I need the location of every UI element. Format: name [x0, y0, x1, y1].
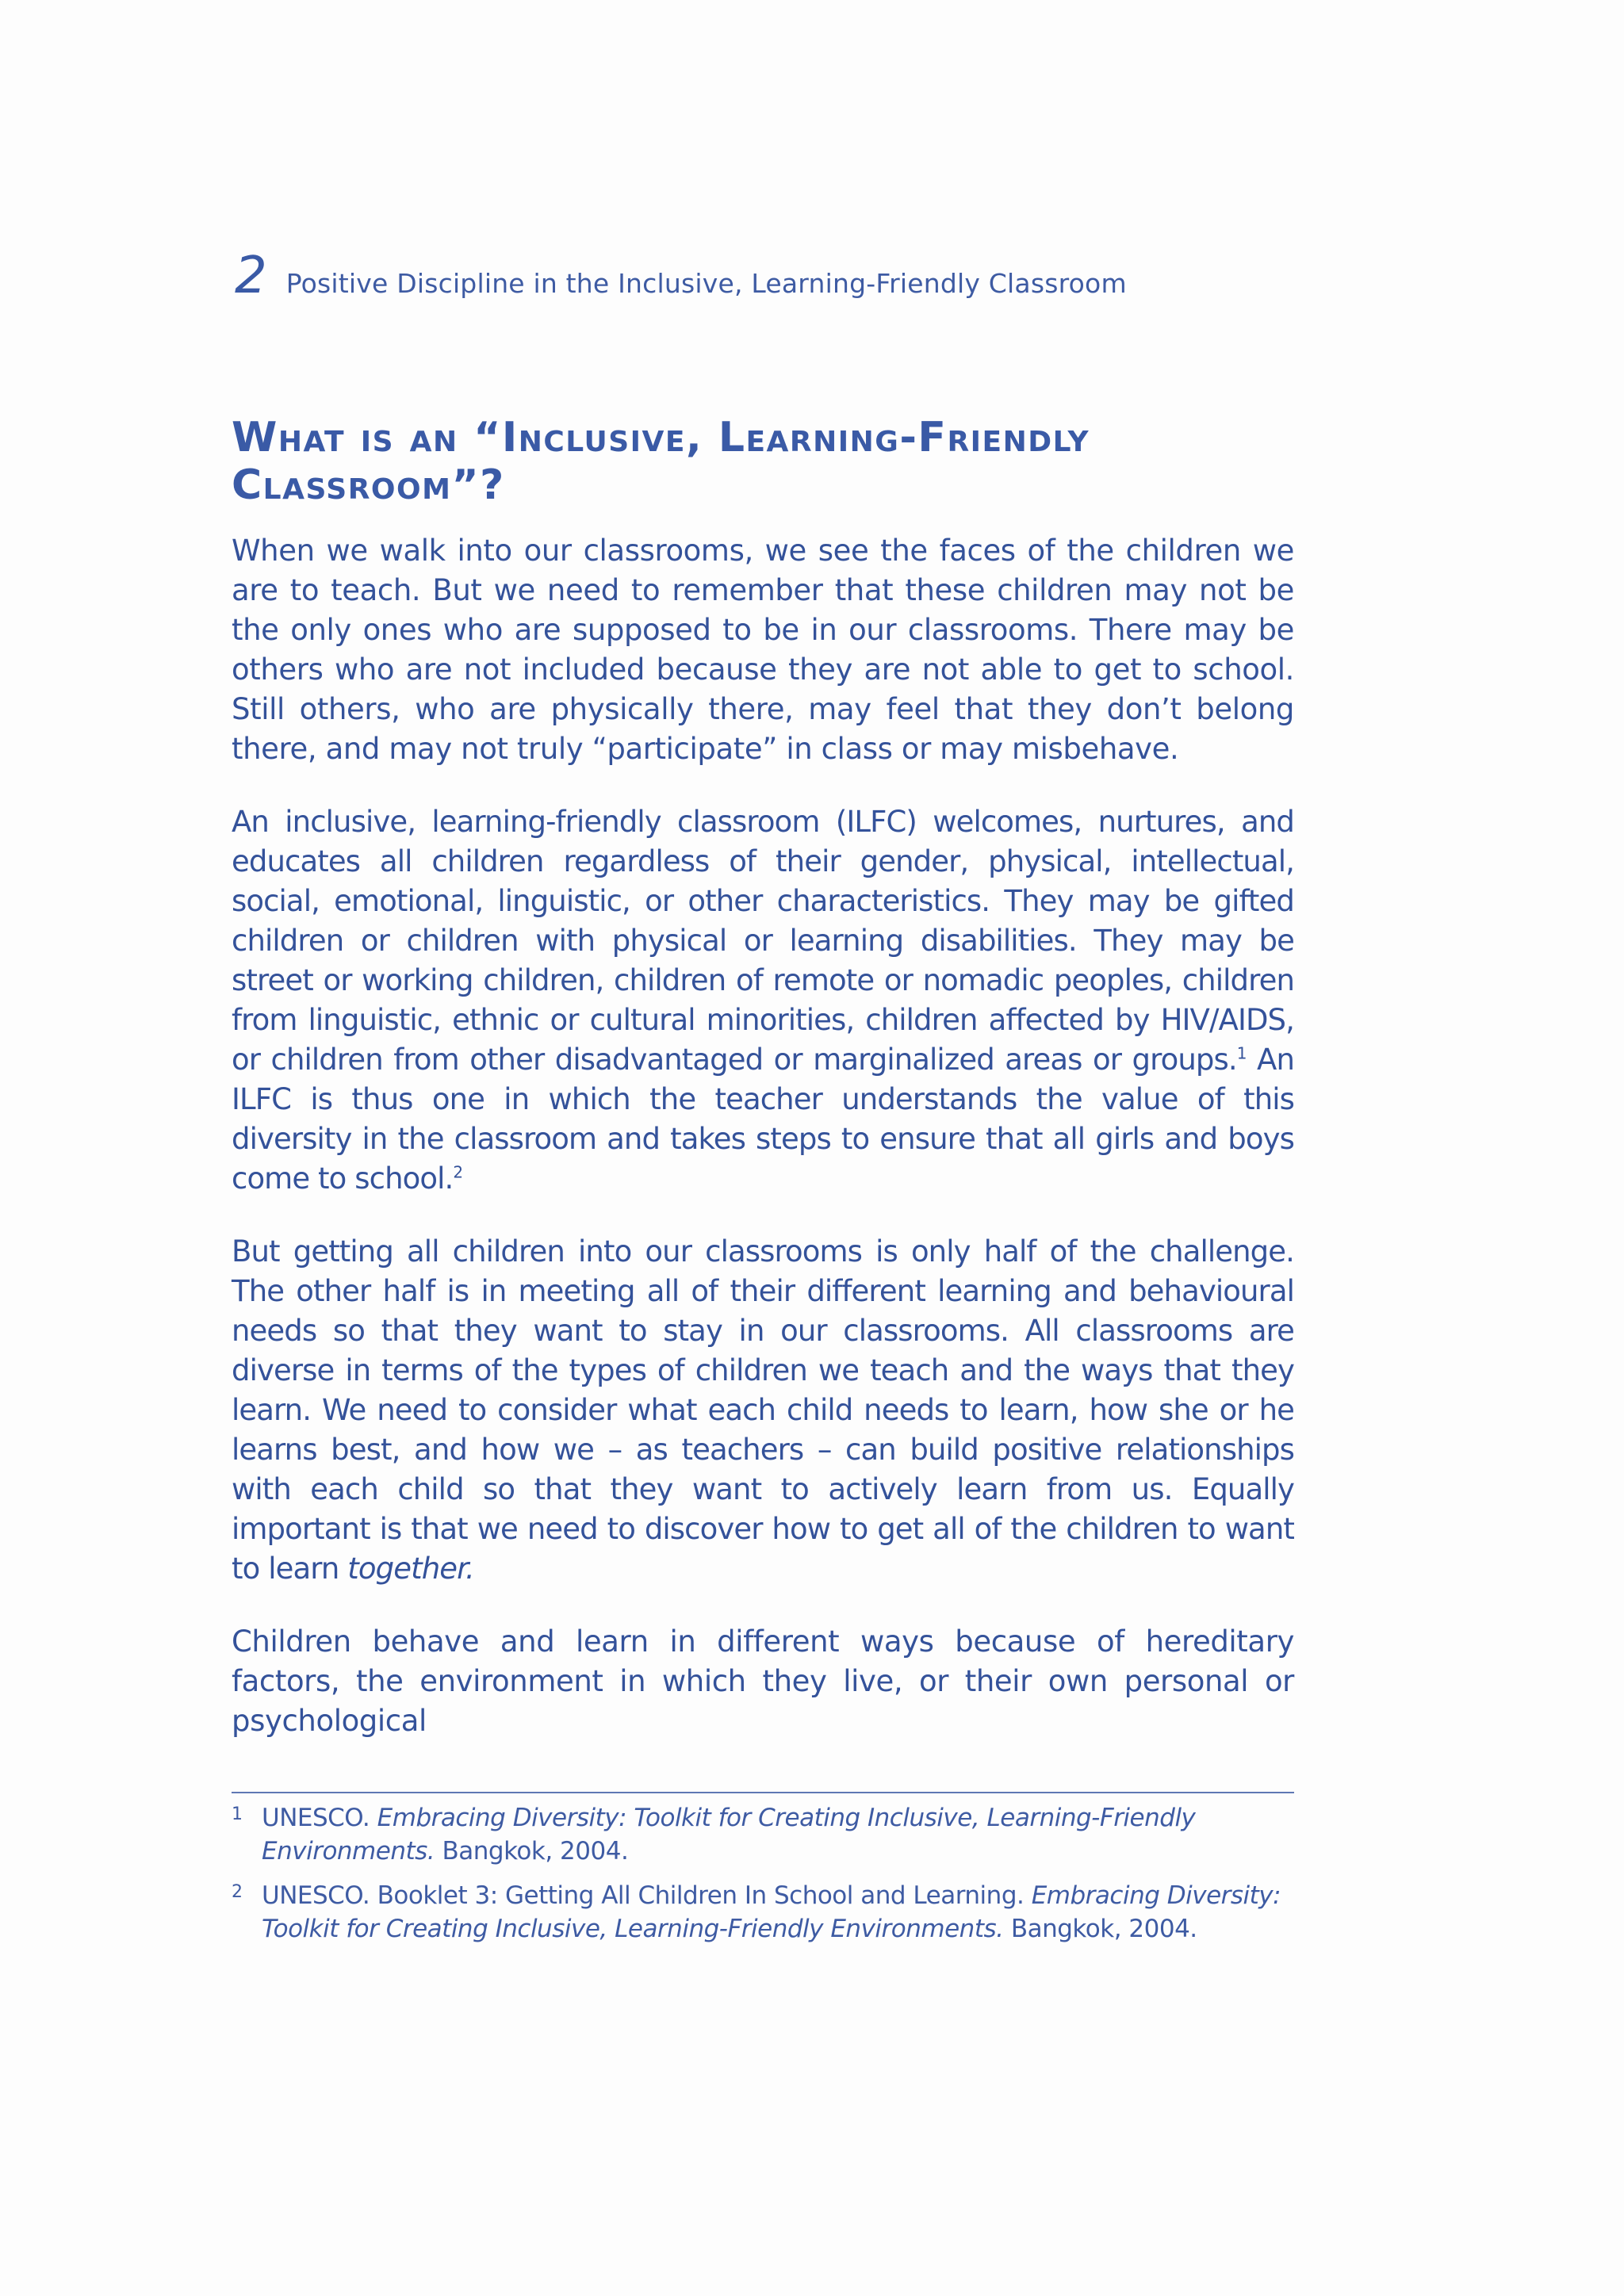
paragraph-3-part-a: But getting all children into our classrooms is only half of the challenge. The other half is in meeting all of their different learning and behavioural needs so that they want to stay in our classrooms. All classrooms are diverse in terms of the types of children we teach and the ways that they learn. We need to consider what each child needs to learn, how she or he learns best, and how we – as teachers – can build positive relationships with each child so that they want to actively learn from us. Equally important is that we need to discover how to get all of the children to want to learn: [232, 1234, 1294, 1586]
footnote-divider: [232, 1792, 1294, 1793]
running-header-title: Positive Discipline in the Inclusive, Learning-Friendly Classroom: [285, 268, 1127, 299]
paragraph-2: [232, 802, 1294, 1199]
page-number: 2: [235, 247, 267, 305]
footnote-2-marker: 2: [232, 1882, 243, 1902]
footnote-2: [232, 1879, 1294, 1946]
paragraph-1: When we walk into our classrooms, we see the faces of the children we are to teach. But we need to remember that these children may not be the only ones who are supposed to be in our classrooms. There may be others who are not included because they are not able to get to school. Still others, who are physically there, may feel that they don’t belong there, and may not truly “participate” in class or may misbehave.: [232, 534, 1294, 766]
footnote-1-title: Embracing Diversity: Toolkit for Creating Inclusive, Learning-Friendly Environments.: [262, 1804, 1196, 1866]
body-text: [232, 531, 1294, 1774]
footnote-ref-1[interactable]: 1: [1236, 1043, 1247, 1063]
footnote-2-text: [262, 1879, 1294, 1946]
footnote-1-marker: 1: [232, 1804, 243, 1824]
footnote-ref-2[interactable]: 2: [453, 1162, 463, 1182]
section-heading: [232, 414, 1294, 509]
footnote-2-lead: UNESCO. Booklet 3: Getting All Children In School and Learning.: [262, 1881, 1032, 1910]
paragraph-3: [232, 1232, 1294, 1589]
section-heading-line-2: Classroom”?: [232, 461, 505, 509]
footnote-1: [232, 1801, 1294, 1868]
footnote-1-text: [262, 1801, 1294, 1868]
footnotes: [232, 1801, 1294, 1957]
paragraph-2-part-b: An ILFC is thus one in which the teacher understands the value of this diversity in the classroom and takes steps to ensure that all girls and boys come to school.: [232, 1043, 1294, 1196]
running-header: [235, 247, 1127, 305]
paragraph-4: Children behave and learn in different ways because of hereditary factors, the environment in which they live, or their own personal or psychological: [232, 1624, 1294, 1738]
paragraph-3-emphasis: together.: [347, 1552, 474, 1586]
footnote-1-lead: UNESCO.: [262, 1804, 377, 1832]
footnote-1-tail: Bangkok, 2004.: [435, 1837, 629, 1866]
section-heading-line-1: What is an “Inclusive, Learning-Friendly: [232, 414, 1090, 461]
footnote-2-title: Embracing Diversity: Toolkit for Creating Inclusive, Learning-Friendly Environments.: [262, 1881, 1281, 1943]
paragraph-2-part-a: An inclusive, learning-friendly classroom (ILFC) welcomes, nurtures, and educates all children regardless of their gender, physical, intellectual, social, emotional, linguistic, or other characteristics. They may be gifted children or children with physical or learning disabilities. They may be street or working children, children of remote or nomadic peoples, children from linguistic, ethnic or cultural minorities, children affected by HIV/AIDS, or children from other disadvantaged or marginalized areas or groups.: [232, 805, 1294, 1077]
footnote-2-tail: Bangkok, 2004.: [1003, 1915, 1197, 1943]
